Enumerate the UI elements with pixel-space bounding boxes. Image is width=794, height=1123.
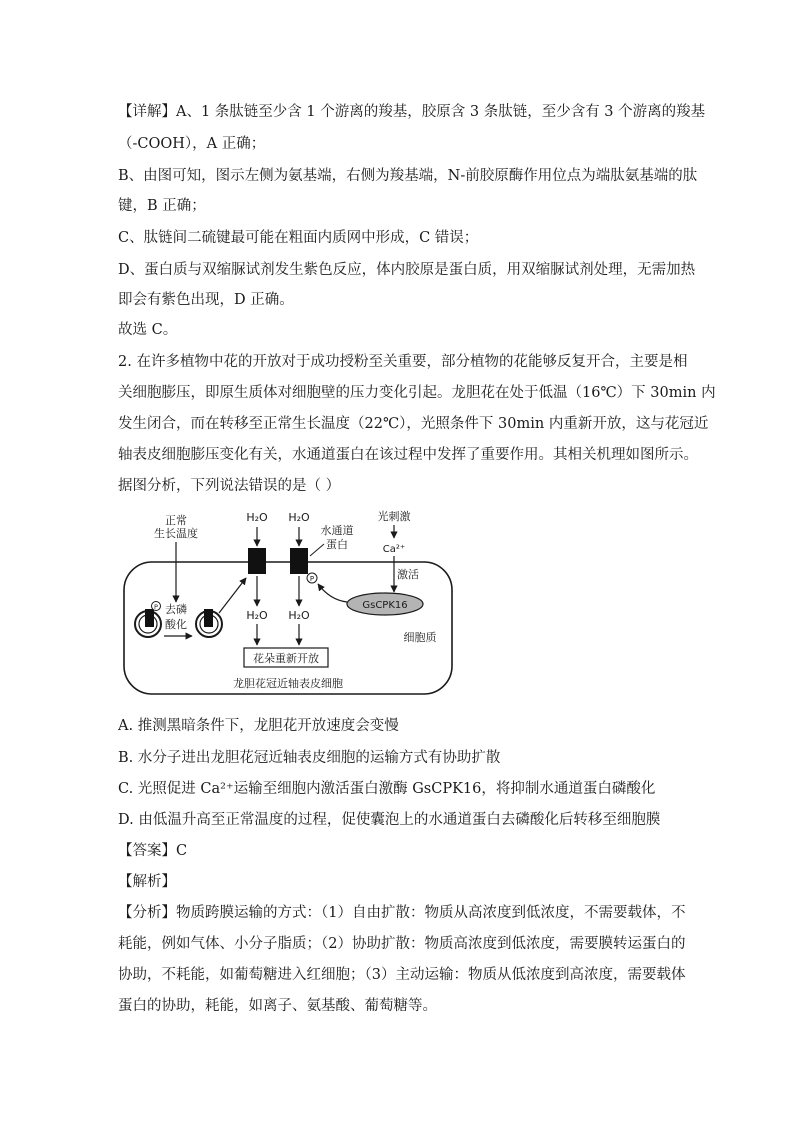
phospho-p-aquaporin: P xyxy=(309,575,315,583)
answer: 【答案】C xyxy=(118,843,188,859)
label-normal-temp-2: 生长温度 xyxy=(154,527,198,540)
label-h2o-top-2: H₂O xyxy=(288,511,310,524)
label-aquaporin-2: 蛋白 xyxy=(326,538,348,551)
detail-line-6: D、蛋白质与双缩脲试剂发生紫色反应，体内胶原是蛋白质，用双缩脲试剂处理，无需加热 xyxy=(118,262,696,278)
detail-line-4: 键，B 正确； xyxy=(118,198,206,214)
label-gscpk16: GsCPK16 xyxy=(362,600,408,611)
label-cell: 龙胆花冠近轴表皮细胞 xyxy=(233,677,343,690)
label-normal-temp-1: 正常 xyxy=(165,514,187,527)
label-ca: Ca²⁺ xyxy=(382,544,406,555)
label-light: 光刺激 xyxy=(377,510,411,523)
pointer-aquaporin xyxy=(310,544,324,556)
question-line-2: 关细胞膨压，即原生质体对细胞壁的压力变化引起。龙胆花在处于低温（16℃）下 30min 内 xyxy=(118,385,716,401)
label-aquaporin-1: 水通道 xyxy=(320,524,354,537)
aquaporin-1 xyxy=(248,548,266,574)
detail-line-2: （-COOH），A 正确； xyxy=(118,136,266,152)
detail-line-5: C、肽链间二硫键最可能在粗面内质网中形成，C 错误； xyxy=(118,230,479,246)
label-dephos-1: 去磷 xyxy=(165,603,187,616)
aquaporin-2 xyxy=(290,548,308,574)
phospho-p-left: P xyxy=(154,603,158,611)
option-c: C. 光照促进 Ca²⁺运输至细胞内激活蛋白激酶 GsCPK16，将抑制水通道蛋白磷酸化 xyxy=(118,781,656,797)
analysis-line-2: 耗能，例如气体、小分子脂质；（2）协助扩散：物质高浓度到低浓度，需要膜转运蛋白的 xyxy=(118,936,686,952)
question-line-1: 2. 在许多植物中花的开放对于成功授粉至关重要，部分植物的花能够反复开合，主要是相 xyxy=(118,354,688,370)
detail-line-7: 即会有紫色出现，D 正确。 xyxy=(118,292,294,308)
analysis-heading: 【解析】 xyxy=(118,874,176,890)
detail-line-3: B、由图可知，图示左侧为氨基端，右侧为羧基端，N-前胶原酶作用位点为端肽氨基端的肽 xyxy=(118,168,698,184)
label-dephos-2: 酸化 xyxy=(165,618,187,631)
label-cytoplasm: 细胞质 xyxy=(403,631,437,644)
arrow-vesicle-to-membrane xyxy=(219,578,246,613)
cell-mechanism-diagram xyxy=(118,500,463,705)
analysis-line-4: 蛋白的协助，耗能，如离子、氨基酸、葡萄糖等。 xyxy=(118,998,437,1014)
label-activate: 激活 xyxy=(397,568,419,581)
option-a: A. 推测黑暗条件下，龙胆花开放速度会变慢 xyxy=(118,718,399,734)
label-h2o-mid-1: H₂O xyxy=(246,609,268,622)
analysis-line-1: 【分析】物质跨膜运输的方式：（1）自由扩散：物质从高浓度到低浓度，不需要载体，不 xyxy=(118,905,686,921)
label-h2o-top-1: H₂O xyxy=(246,511,268,524)
label-reopen: 花朵重新开放 xyxy=(253,652,319,665)
label-h2o-mid-2: H₂O xyxy=(288,609,310,622)
analysis-line-3: 协助，不耗能，如葡萄糖进入红细胞；（3）主动运输：物质从低浓度到高浓度，需要载体 xyxy=(118,967,686,983)
question-line-5: 据图分析，下列说法错误的是（ ） xyxy=(118,478,341,494)
option-d: D. 由低温升高至正常温度的过程，促使囊泡上的水通道蛋白去磷酸化后转移至细胞膜 xyxy=(118,812,661,828)
option-b: B. 水分子进出龙胆花冠近轴表皮细胞的运输方式有协助扩散 xyxy=(118,750,501,766)
question-line-4: 轴表皮细胞膨压变化有关，水通道蛋白在该过程中发挥了重要作用。其相关机理如图所示。 xyxy=(118,447,698,463)
vesicle-right-protein xyxy=(204,609,213,627)
question-line-3: 发生闭合，而在转移至正常生长温度（22℃），光照条件下 30min 内重新开放，这与花冠近 xyxy=(118,416,709,432)
detail-line-1: 【详解】A、1 条肽链至少含 1 个游离的羧基，胶原含 3 条肽链，至少含有 3 个游离的羧基 xyxy=(118,104,706,120)
arrow-kinase-to-aquaporin xyxy=(318,584,347,602)
vesicle-left-protein xyxy=(145,609,154,627)
detail-conclusion: 故选 C。 xyxy=(118,322,178,338)
